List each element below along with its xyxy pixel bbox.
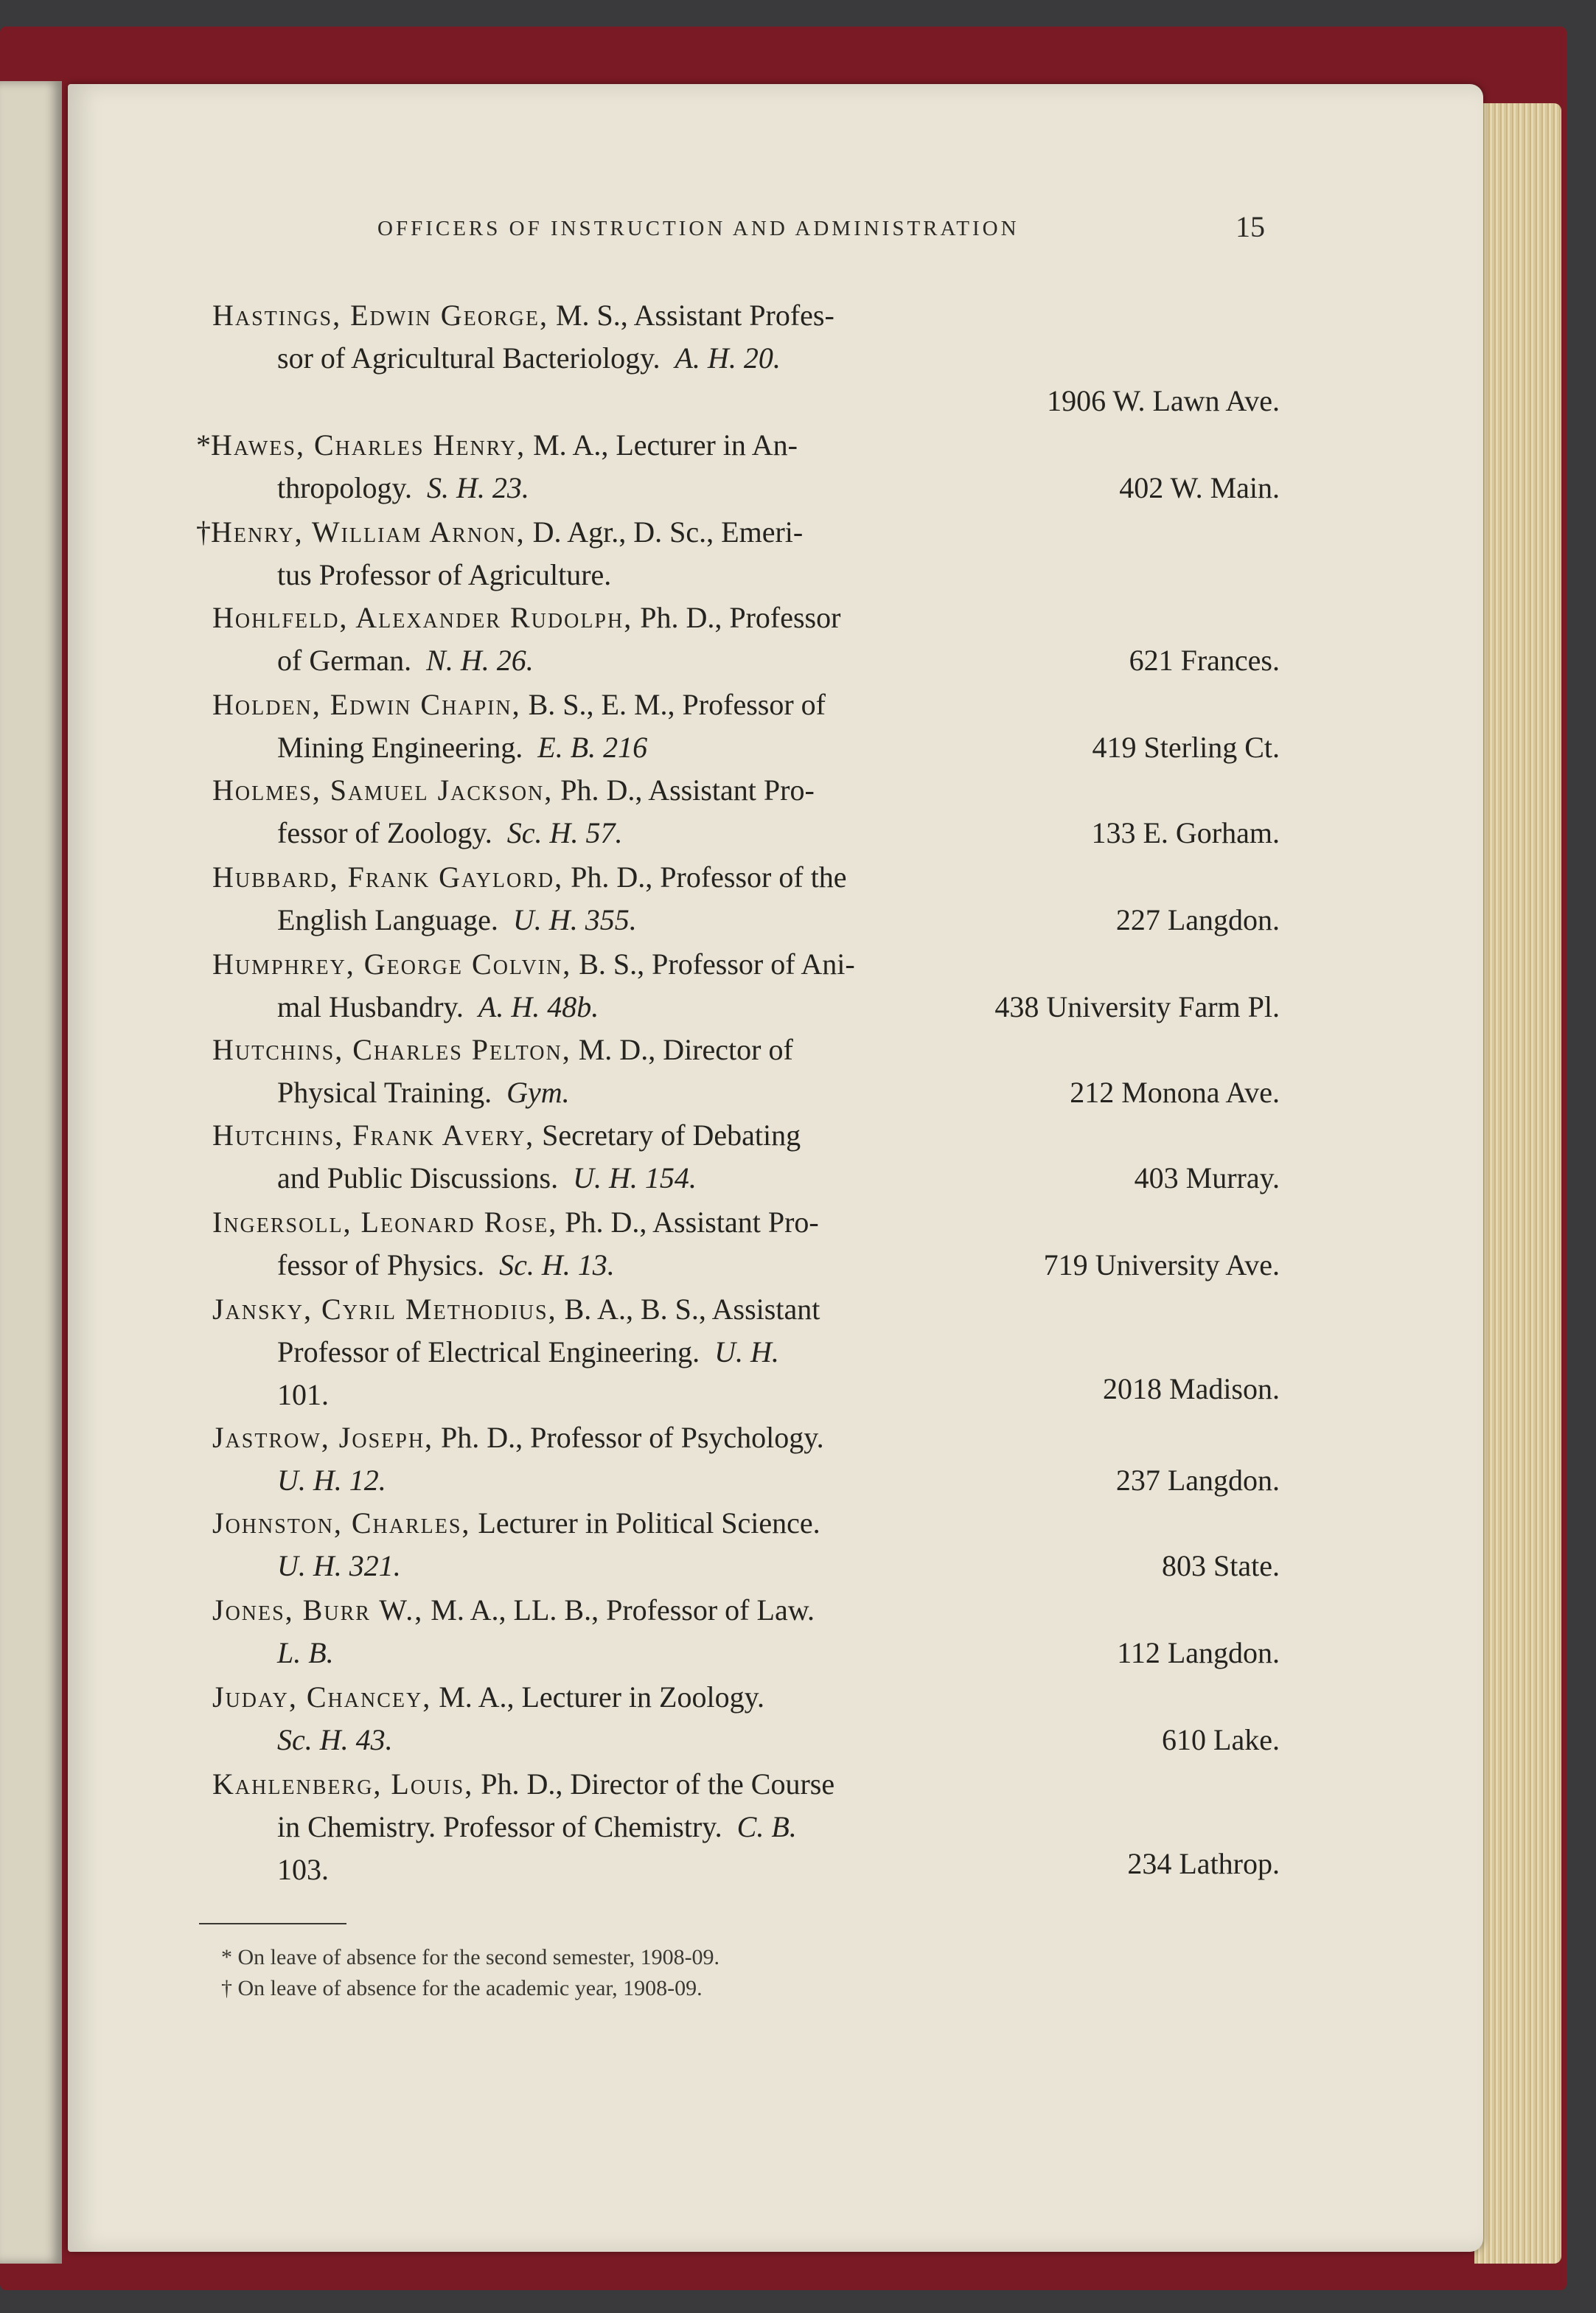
office-room: A. H. 20. [675,341,781,375]
home-address: 112 Langdon. [1117,1636,1280,1669]
person-name: Hubbard, Frank Gaylord, [212,860,564,894]
home-address: 2018 Madison. [1103,1372,1280,1405]
entry-second-line [277,733,647,762]
office-room: N. H. 26. [426,644,534,677]
office-room: S. H. 23. [426,471,529,504]
person-title: Ph. D., Assistant Pro- [557,1206,819,1239]
person-name: Ingersoll, Leonard Rose, [212,1206,558,1239]
entry-first-line [212,1506,820,1540]
running-head: OFFICERS OF INSTRUCTION AND ADMINISTRATION [377,217,1020,240]
entry-first-line [212,1593,815,1627]
person-name: Holden, Edwin Chapin, [212,688,521,721]
office-room: L. B. [277,1636,334,1669]
office-room: Sc. H. 13. [499,1248,615,1281]
position-description: mal Husbandry. [277,990,464,1023]
person-name: Henry, William Arnon, [211,515,526,549]
person-title: B. A., B. S., Assistant [557,1293,820,1326]
position-description: and Public Discussions. [277,1161,559,1194]
page-number: 15 [1236,210,1265,243]
entry-first-line [212,690,826,720]
office-room: U. H. 154. [573,1161,697,1194]
person-name: Hutchins, Frank Avery, [212,1119,535,1152]
person-name: Johnston, Charles, [212,1506,471,1540]
person-title: Ph. D., Assistant Pro- [553,773,815,807]
person-title: Ph. D., Director of the Course [473,1767,835,1801]
footnote-marker: * [196,428,211,462]
person-name: Jastrow, Joseph, [212,1421,434,1454]
entry-second-line [277,1638,334,1668]
person-name: Kahlenberg, Louis, [212,1767,474,1801]
home-address: 212 Monona Ave. [1070,1076,1280,1109]
person-name: Hastings, Edwin George, [212,299,548,332]
entry-first-line [212,860,847,894]
home-address: 438 University Farm Pl. [994,990,1280,1023]
entry-second-line [277,1812,797,1842]
office-room: Sc. H. 57. [506,816,623,849]
person-title: B. S., E. M., Professor of [520,688,826,721]
entry-first-line [212,301,834,330]
person-title: Secretary of Debating [534,1119,801,1152]
position-description: tus Professor of Agriculture. [277,558,612,591]
home-address: 402 W. Main. [1119,471,1280,504]
person-title: B. S., Professor of Ani- [571,947,855,981]
entry-first-line [212,1295,820,1324]
entry-second-line [277,473,529,503]
office-room: U. H. 321. [277,1549,401,1582]
home-address: 234 Lathrop. [1127,1847,1280,1880]
home-address: 719 University Ave. [1043,1248,1280,1281]
office-room: U. H. 355. [512,903,637,936]
person-title: M. S., Assistant Profes- [548,299,834,332]
entry-first-line [212,1208,819,1237]
entry-first-line [196,515,804,549]
entry-first-line [212,1680,764,1714]
entry-second-line [277,1466,386,1495]
footnote-rule [199,1923,346,1924]
person-name: Holmes, Samuel Jackson, [212,773,554,807]
entry-first-line [212,1767,835,1801]
office-room: U. H. [714,1335,779,1368]
home-address: 1906 W. Lawn Ave. [1047,384,1280,417]
person-name: Hutchins, Charles Pelton, [212,1033,571,1066]
person-name: Jones, Burr W., [212,1593,424,1627]
entry-first-line [196,428,798,462]
person-name: Juday, Chancey, [212,1680,432,1714]
entry-second-line [277,646,534,675]
person-title: Lecturer in Political Science. [470,1506,820,1540]
entry-first-line [212,1423,824,1453]
home-address: 403 Murray. [1134,1161,1280,1194]
position-description: thropology. [277,471,412,504]
footnote-marker: † [196,515,211,549]
entry-first-line [212,1035,793,1065]
home-address: 803 State. [1162,1549,1280,1582]
entry-second-line [277,992,599,1022]
entry-second-line [277,1551,401,1581]
entry-first-line [212,603,840,633]
person-name: Hawes, Charles Henry, [211,428,526,462]
home-address: 419 Sterling Ct. [1092,731,1280,764]
person-name: Humphrey, George Colvin, [212,947,572,981]
position-description: Physical Training. [277,1076,492,1109]
position-description: of German. [277,644,412,677]
person-title: D. Agr., D. Sc., Emeri- [525,515,804,549]
position-description: fessor of Zoology. [277,816,492,849]
entry-third-line: 101. [277,1378,329,1411]
office-room: U. H. 12. [277,1464,386,1497]
home-address: 133 E. Gorham. [1091,816,1280,849]
office-room: E. B. 216 [537,731,648,764]
person-title: M. A., Lecturer in Zoology. [431,1680,764,1714]
entry-third-line: 103. [277,1853,329,1886]
entry-second-line [277,1161,697,1194]
footnote-absence-semester: * On leave of absence for the second semester, 1908-09. [221,1945,720,1969]
position-description: sor of Agricultural Bacteriology. [277,341,661,375]
person-title: M. A., LL. B., Professor of Law. [423,1593,815,1627]
person-title: Ph. D., Professor of the [563,860,847,894]
office-room: Gym. [506,1076,570,1109]
entry-first-line [212,1121,801,1150]
position-description: in Chemistry. Professor of Chemistry. [277,1810,722,1843]
entry-second-line [277,1248,615,1281]
office-room: C. B. [736,1810,797,1843]
position-description: English Language. [277,903,498,936]
office-room: Sc. H. 43. [277,1723,393,1756]
person-title: M. D., Director of [571,1033,793,1066]
position-description: fessor of Physics. [277,1248,485,1281]
office-room: A. H. 48b. [478,990,599,1023]
home-address: 237 Langdon. [1115,1464,1280,1497]
home-address: 610 Lake. [1162,1723,1280,1756]
home-address: 227 Langdon. [1115,903,1280,936]
home-address: 621 Frances. [1129,644,1280,677]
entry-second-line [277,341,781,375]
position-description: Professor of Electrical Engineering. [277,1335,700,1368]
entry-first-line [212,947,855,981]
position-description: Mining Engineering. [277,731,523,764]
footnote-absence-year: † On leave of absence for the academic year, 1908-09. [221,1976,703,2000]
person-title: Ph. D., Professor [633,601,841,634]
person-name: Hohlfeld, Alexander Rudolph, [212,601,633,634]
entry-second-line [277,1078,570,1107]
entry-second-line [277,818,622,848]
entry-second-line [277,905,637,935]
person-title: Ph. D., Professor of Psychology. [433,1421,824,1454]
entry-first-line [212,773,815,807]
entry-second-line [277,1725,393,1755]
entry-second-line [277,560,626,590]
person-name: Jansky, Cyril Methodius, [212,1293,557,1326]
person-title: M. A., Lecturer in An- [526,428,798,462]
entry-second-line [277,1335,779,1368]
